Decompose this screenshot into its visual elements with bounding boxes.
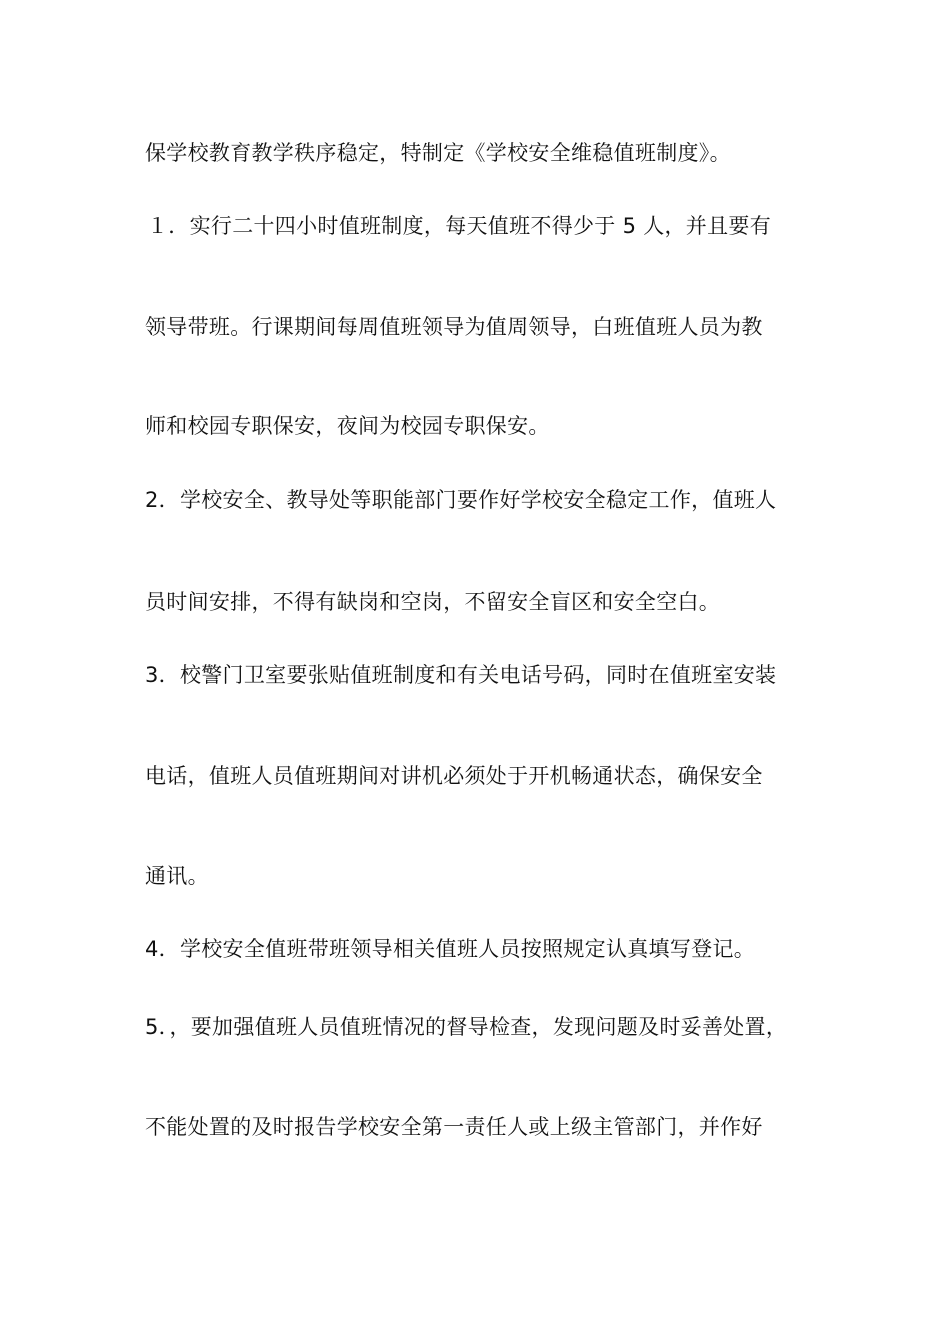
- paragraph-line: 电话，值班人员值班期间对讲机必须处于开机畅通状态，确保安全: [145, 764, 763, 788]
- paragraph-line: １．实行二十四小时值班制度，每天值班不得少于 5 人，并且要有: [147, 214, 772, 238]
- paragraph-line: 员时间安排，不得有缺岗和空岗，不留安全盲区和安全空白。: [145, 590, 721, 614]
- paragraph-line: 3．校警门卫室要张贴值班制度和有关电话号码，同时在值班室安装: [145, 663, 777, 687]
- paragraph-line: 师和校园专职保安，夜间为校园专职保安。: [145, 414, 550, 438]
- paragraph-line: 不能处置的及时报告学校安全第一责任人或上级主管部门，并作好: [145, 1115, 763, 1139]
- paragraph-line: 4．学校安全值班带班领导相关值班人员按照规定认真填写登记。: [145, 937, 756, 961]
- paragraph-line: 保学校教育教学秩序稳定，特制定《学校安全维稳值班制度》。: [145, 141, 731, 165]
- paragraph-line: 通讯。: [145, 864, 209, 888]
- paragraph-line: 2．学校安全、教导处等职能部门要作好学校安全稳定工作，值班人: [145, 488, 777, 512]
- paragraph-line: 5．，要加强值班人员值班情况的督导检查，发现问题及时妥善处置，: [145, 1015, 788, 1039]
- paragraph-line: 领导带班。行课期间每周值班领导为值周领导，白班值班人员为教: [145, 315, 763, 339]
